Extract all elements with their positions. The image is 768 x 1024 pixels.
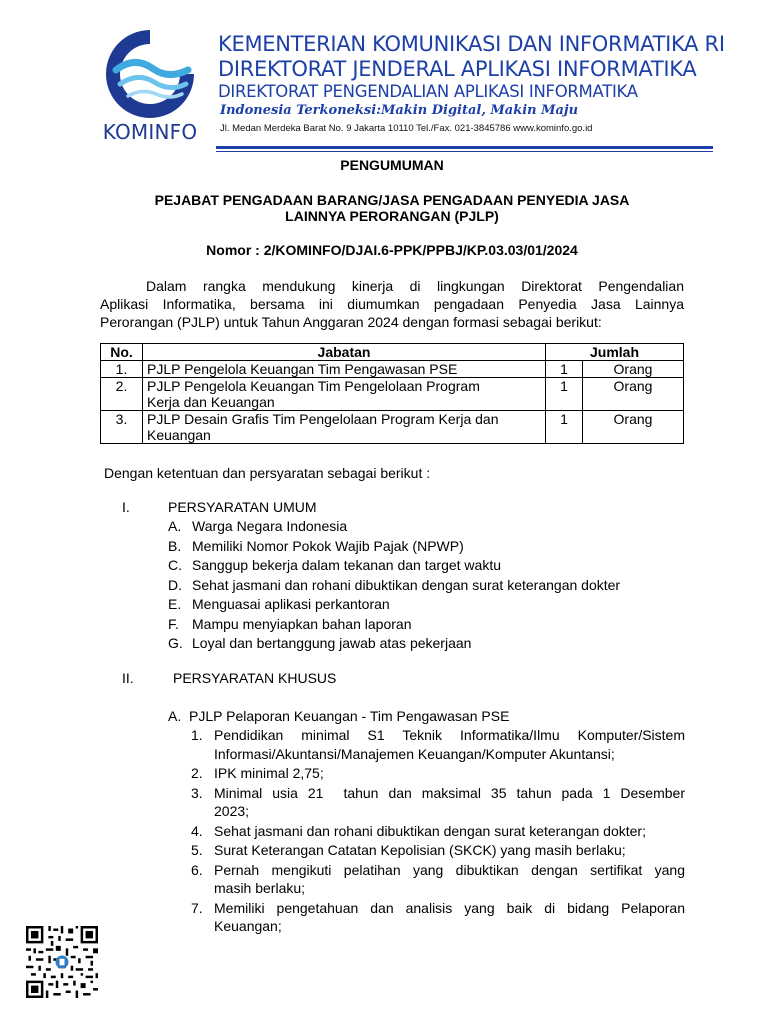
intro-line: Aplikasi Informatika, bersama ini diumumkan pengadaan Penyedia Jasa Lainnya <box>100 296 684 312</box>
document-title-line1: PEJABAT PENGADAAN BARANG/JASA PENGADAAN PENYEDIA JASA <box>154 192 630 208</box>
cell-qty: 1 <box>546 411 583 444</box>
list-text: Sehat jasmani dan rohani dibuktikan dengan surat keterangan dokter; <box>214 822 646 839</box>
list-item <box>168 576 620 596</box>
list-item <box>191 861 685 898</box>
list-item <box>168 615 620 635</box>
cell-unit: Orang <box>583 361 684 378</box>
cell-jabatan-line: PJLP Desain Grafis Tim Pengelolaan Program Kerja dan <box>147 411 499 427</box>
cell-jabatan <box>143 411 546 444</box>
logo-text: KOMINFO <box>102 120 198 144</box>
section2-title: PERSYARATAN KHUSUS <box>173 670 337 686</box>
list-number: 5. <box>191 842 203 858</box>
list-number: 1. <box>191 727 203 743</box>
list-text: IPK minimal 2,75; <box>214 765 324 781</box>
qr-code-icon <box>26 926 98 998</box>
list-letter: G. <box>168 635 183 651</box>
tagline: Indonesia Terkoneksi:Makin Digital, Makin Maju <box>220 103 579 118</box>
letterhead-rule <box>216 146 713 149</box>
list-item <box>168 556 620 576</box>
intro-paragraph <box>100 277 684 331</box>
list-letter: E. <box>168 596 182 612</box>
list-text: Pendidikan minimal S1 Teknik Informatika/Ilmu Komputer/Sistem <box>214 727 685 743</box>
list-item <box>191 726 685 763</box>
table-header-row <box>101 344 684 361</box>
list-letter: F. <box>168 615 179 632</box>
intro-line: Dalam rangka mendukung kinerja di lingkungan Direktorat Pengendalian <box>146 278 684 294</box>
cell-qty: 1 <box>546 378 583 411</box>
specific-requirements-list <box>191 726 685 937</box>
cell-jabatan-line: Keuangan <box>147 427 211 443</box>
cell-jabatan-line: PJLP Pengelola Keuangan Tim Pengelolaan Program <box>147 378 480 394</box>
table-row <box>101 361 684 378</box>
cell-unit: Orang <box>583 378 684 411</box>
conditions-intro: Dengan ketentuan dan persyaratan sebagai berikut : <box>104 465 431 481</box>
cell-no: 2. <box>101 378 143 411</box>
cell-jabatan <box>143 378 546 411</box>
directorate-name: DIREKTORAT PENGENDALIAN APLIKASI INFORMATIKA <box>218 82 638 101</box>
list-text: Sehat jasmani dan rohani dibuktikan dengan surat keterangan dokter <box>192 576 621 593</box>
list-text: Memiliki pengetahuan dan analisis yang baik di bidang Pelaporan <box>214 899 685 916</box>
general-requirements-list <box>168 517 620 654</box>
list-number: 2. <box>191 765 203 781</box>
document-heading: PENGUMUMAN <box>340 157 444 173</box>
list-letter: B. <box>168 537 182 554</box>
section2-numeral: II. <box>122 670 134 686</box>
cell-no: 1. <box>101 361 143 378</box>
table-row <box>101 411 684 444</box>
list-text: Minimal usia 21 tahun dan maksimal 35 tahun pada 1 Desember <box>214 784 685 801</box>
cell-unit: Orang <box>583 411 684 444</box>
list-item <box>168 595 620 615</box>
list-item <box>191 841 685 860</box>
list-letter: A. <box>168 518 182 534</box>
list-item <box>191 822 685 841</box>
list-text: Keuangan; <box>214 918 282 934</box>
subsection-title: A. PJLP Pelaporan Keuangan - Tim Pengawasan PSE <box>168 708 510 724</box>
list-letter: C. <box>168 557 182 573</box>
list-item <box>168 537 620 557</box>
list-text: 2023; <box>214 803 250 819</box>
list-text: Memiliki Nomor Pokok Wajib Pajak (NPWP) <box>192 537 464 554</box>
header-jabatan: Jabatan <box>143 344 546 361</box>
cell-jabatan-line: Kerja dan Keuangan <box>147 394 275 410</box>
cell-qty: 1 <box>546 361 583 378</box>
list-text: masih berlaku; <box>214 880 306 896</box>
header-no: No. <box>101 344 143 361</box>
list-item <box>168 517 620 537</box>
list-text: Mampu menyiapkan bahan laporan <box>192 615 412 632</box>
letterhead-rule-thin <box>216 151 713 152</box>
document-number: Nomor : 2/KOMINFO/DJAI.6-PPK/PPBJ/KP.03.03/01/2024 <box>206 242 578 258</box>
document-title-line2: LAINNYA PERORANGAN (PJLP) <box>285 208 499 224</box>
list-text: Sanggup bekerja dalam tekanan dan target waktu <box>192 557 501 573</box>
list-text: Surat Keterangan Catatan Kepolisian (SKCK) yang masih berlaku; <box>214 842 626 858</box>
section1-numeral: I. <box>122 499 130 515</box>
list-text: Informasi/Akuntansi/Manajemen Keuangan/Komputer Akuntansi; <box>214 745 615 762</box>
address: Jl. Medan Merdeka Barat No. 9 Jakarta 10110 Tel./Fax. 021-3845786 www.kominfo.go.id <box>220 123 593 134</box>
intro-line: Perorangan (PJLP) untuk Tahun Anggaran 2024 dengan formasi sebagai berikut: <box>100 314 602 330</box>
kominfo-logo <box>86 26 214 144</box>
cell-no: 3. <box>101 411 143 444</box>
list-text: Loyal dan bertanggung jawab atas pekerjaan <box>192 635 472 651</box>
cell-jabatan: PJLP Pengelola Keuangan Tim Pengawasan PSE <box>143 361 546 378</box>
header-jumlah: Jumlah <box>546 344 684 361</box>
list-number: 4. <box>191 822 203 839</box>
directorate-general-name: DIREKTORAT JENDERAL APLIKASI INFORMATIKA <box>218 57 697 81</box>
list-text: Pernah mengikuti pelatihan yang dibuktikan dengan sertifikat yang <box>214 861 685 878</box>
ministry-name: KEMENTERIAN KOMUNIKASI DAN INFORMATIKA RI <box>218 32 725 56</box>
list-number: 6. <box>191 861 203 878</box>
list-text: Warga Negara Indonesia <box>192 518 348 534</box>
list-number: 3. <box>191 784 203 801</box>
formation-table <box>100 343 684 444</box>
section1-title: PERSYARATAN UMUM <box>168 499 317 515</box>
list-letter: D. <box>168 576 182 593</box>
list-number: 7. <box>191 899 203 916</box>
list-text: Menguasai aplikasi perkantoran <box>192 596 390 612</box>
table-row <box>101 378 684 411</box>
kominfo-emblem-icon <box>94 26 206 122</box>
list-item <box>191 784 685 821</box>
list-item <box>191 764 685 783</box>
list-item <box>168 634 620 654</box>
list-item <box>191 899 685 936</box>
